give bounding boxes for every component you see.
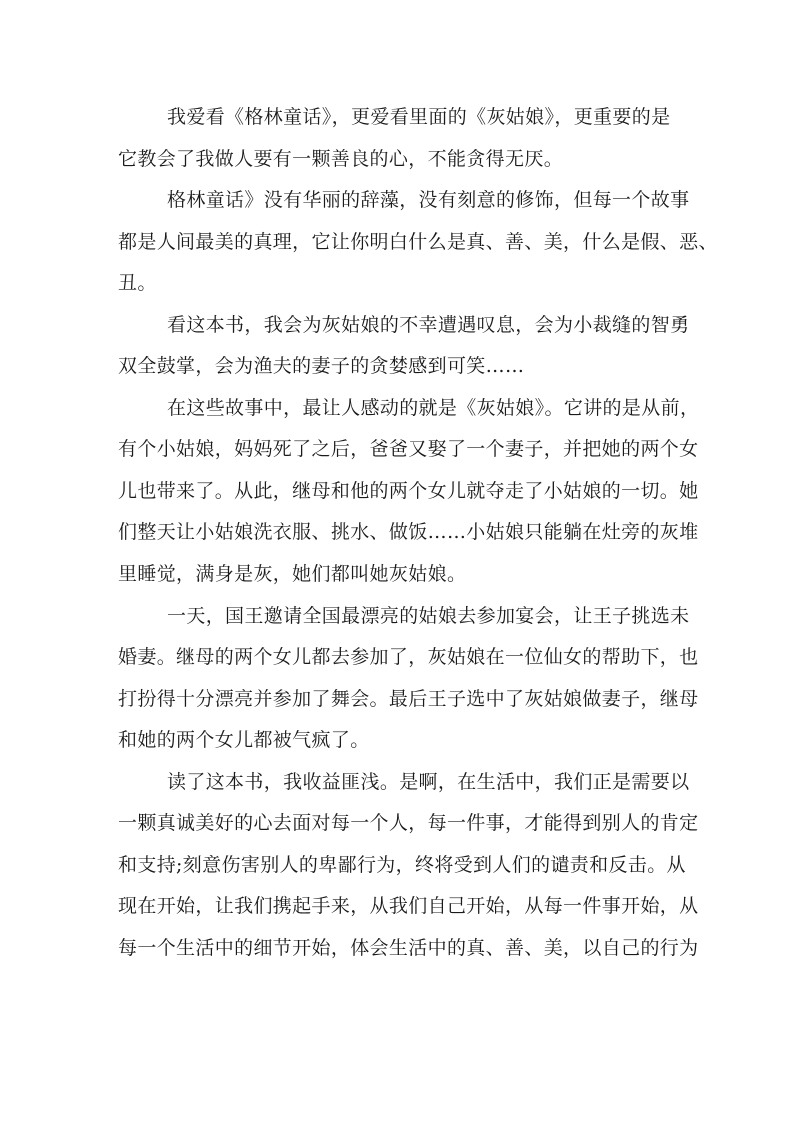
paragraph-4-line-3: 儿也带来了。从此，继母和他的两个女儿就夺走了小姑娘的一切。她 bbox=[118, 480, 699, 502]
paragraph-6-line-1: 读了这本书，我收益匪浅。是啊，在生活中，我们正是需要以 bbox=[167, 771, 690, 793]
paragraph-1-line-1: 我爱看《格林童话》，更爱看里面的《灰姑娘》，更重要的是 bbox=[167, 106, 671, 128]
paragraph-6-line-2: 一颗真诚美好的心去面对每一个人，每一件事，才能得到别人的肯定 bbox=[118, 812, 699, 834]
paragraph-1-line-2: 它教会了我做人要有一颗善良的心，不能贪得无厌。 bbox=[118, 148, 564, 170]
paragraph-5-line-2: 婚妻。继母的两个女儿都去参加了，灰姑娘在一位仙女的帮助下，也 bbox=[118, 646, 699, 668]
paragraph-2-line-1: 格林童话》没有华丽的辞藻，没有刻意的修饰，但每一个故事 bbox=[167, 189, 690, 211]
paragraph-2-line-3: 丑。 bbox=[118, 272, 157, 294]
paragraph-6-line-3: 和支持;刻意伤害别人的卑鄙行为，终将受到人们的谴责和反击。从 bbox=[118, 854, 686, 876]
paragraph-5-line-3: 打扮得十分漂亮并参加了舞会。最后王子选中了灰姑娘做妻子，继母 bbox=[118, 688, 699, 710]
paragraph-6-line-5: 每一个生活中的细节开始，体会生活中的真、善、美，以自己的行为 bbox=[118, 937, 699, 959]
paragraph-5-line-4: 和她的两个女儿都被气疯了。 bbox=[118, 729, 370, 751]
paragraph-6-line-4: 现在开始，让我们携起手来，从我们自己开始，从每一件事开始，从 bbox=[118, 895, 699, 917]
paragraph-2-line-2: 都是人间最美的真理，它让你明白什么是真、善、美，什么是假、恶、 bbox=[118, 231, 718, 253]
paragraph-3-line-2: 双全鼓掌，会为渔夫的妻子的贪婪感到可笑…… bbox=[118, 355, 525, 377]
paragraph-4-line-2: 有个小姑娘，妈妈死了之后，爸爸又娶了一个妻子，并把她的两个女 bbox=[118, 438, 699, 460]
paragraph-4-line-4: 们整天让小姑娘洗衣服、挑水、做饭……小姑娘只能躺在灶旁的灰堆 bbox=[118, 521, 699, 543]
paragraph-3-line-1: 看这本书，我会为灰姑娘的不幸遭遇叹息，会为小裁缝的智勇 bbox=[167, 314, 690, 336]
paragraph-4-line-5: 里睡觉，满身是灰，她们都叫她灰姑娘。 bbox=[118, 563, 467, 585]
paragraph-4-line-1: 在这些故事中，最让人感动的就是《灰姑娘》。它讲的是从前， bbox=[167, 397, 700, 419]
paragraph-5-line-1: 一天，国王邀请全国最漂亮的姑娘去参加宴会，让王子挑选未 bbox=[167, 605, 690, 627]
